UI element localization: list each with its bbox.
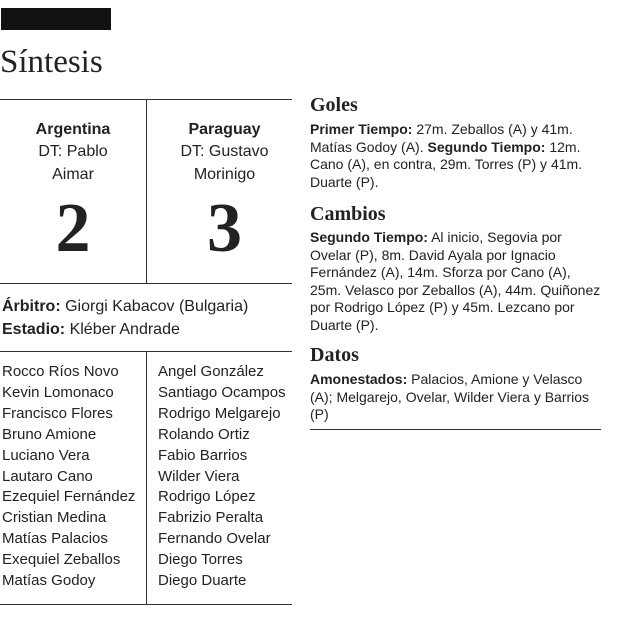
header-bar [1,8,111,30]
divider-lineups-bottom [0,604,292,605]
player-name: Rodrigo Melgarejo [158,404,281,422]
referee-value: Giorgi Kabacov (Bulgaria) [60,298,249,315]
stadium-value: Kléber Andrade [65,321,180,338]
divider-lineups-center [146,351,147,604]
team-score: 2 [55,190,91,267]
player-name: Francisco Flores [2,404,113,422]
datos-title: Datos [310,344,359,366]
player-name: Cristian Medina [2,509,107,527]
page-title: Síntesis [0,44,103,80]
goles-first-half-label: Primer Tiempo: [310,121,413,137]
referee-label: Árbitro: [2,298,61,315]
player-name: Lautaro Cano [2,467,93,485]
team-coach-line2: Aimar [52,166,94,183]
team-name: Argentina [35,121,111,138]
stadium-line [2,321,180,339]
goles-title: Goles [310,94,358,116]
player-name: Fabio Barrios [158,446,248,464]
player-name: Rodrigo López [158,488,256,506]
player-name: Matías Palacios [2,530,108,548]
player-name: Bruno Amione [2,425,97,443]
goles-second-half-text: 12m. Cano (A), en contra, 29m. Torres (P) y 41m. Duarte (P). [310,138,583,190]
team-name: Paraguay [188,121,261,138]
player-name: Matías Godoy [2,572,96,590]
stadium-label: Estadio: [2,321,66,338]
datos-cautioned-label: Amonestados: [310,371,408,387]
team-coach-line1: DT: Pablo [38,143,108,160]
player-name: Fernando Ovelar [158,530,271,548]
cambios-second-half-label: Segundo Tiempo: [310,229,428,245]
cambios-body [310,229,602,335]
team-paraguay [147,119,302,267]
player-name: Angel González [158,363,264,380]
datos-body [310,371,602,424]
divider-score-bottom [0,283,292,284]
cambios-title: Cambios [310,203,386,225]
player-name: Wilder Viera [158,467,240,485]
goles-second-half-label: Segundo Tiempo: [427,138,546,155]
lineup-argentina [2,362,144,592]
lineup-paraguay [158,362,298,592]
player-name: Fabrizio Peralta [158,509,264,527]
divider-right-bottom [310,429,601,430]
goles-body [310,121,602,191]
cambios-second-half-text: Al inicio, Segovia por Ovelar (P), 8m. David Ayala por Ignacio Fernández (A), 14m. Sforza por Cano (A), 25m. Velasco por Zeballos (A), 44m. Quiñonez por Rodrigo López (P) y 45m. Lezcano por Duarte (P). [310,229,601,333]
player-name: Exequiel Zeballos [2,551,121,569]
player-name: Diego Torres [158,551,243,569]
player-name: Diego Duarte [158,572,247,590]
team-argentina [0,119,146,267]
player-name: Santiago Ocampos [158,383,286,401]
goles-first-half-text: 27m. Zeballos (A) y 41m. Matías Godoy (A). [310,121,573,155]
player-name: Rocco Ríos Novo [2,363,119,380]
referee-line [2,298,248,316]
team-coach-line1: DT: Gustavo [180,143,269,160]
team-score: 3 [207,190,242,267]
datos-cautioned-text: Palacios, Amione y Velasco (A); Melgarejo, Ovelar, Wilder Viera y Barrios (P) [310,371,590,423]
player-name: Luciano Vera [2,446,90,464]
player-name: Rolando Ortiz [158,425,250,443]
player-name: Kevin Lomonaco [2,383,114,401]
player-name: Ezequiel Fernández [2,488,136,506]
team-coach-line2: Morinigo [193,166,256,183]
